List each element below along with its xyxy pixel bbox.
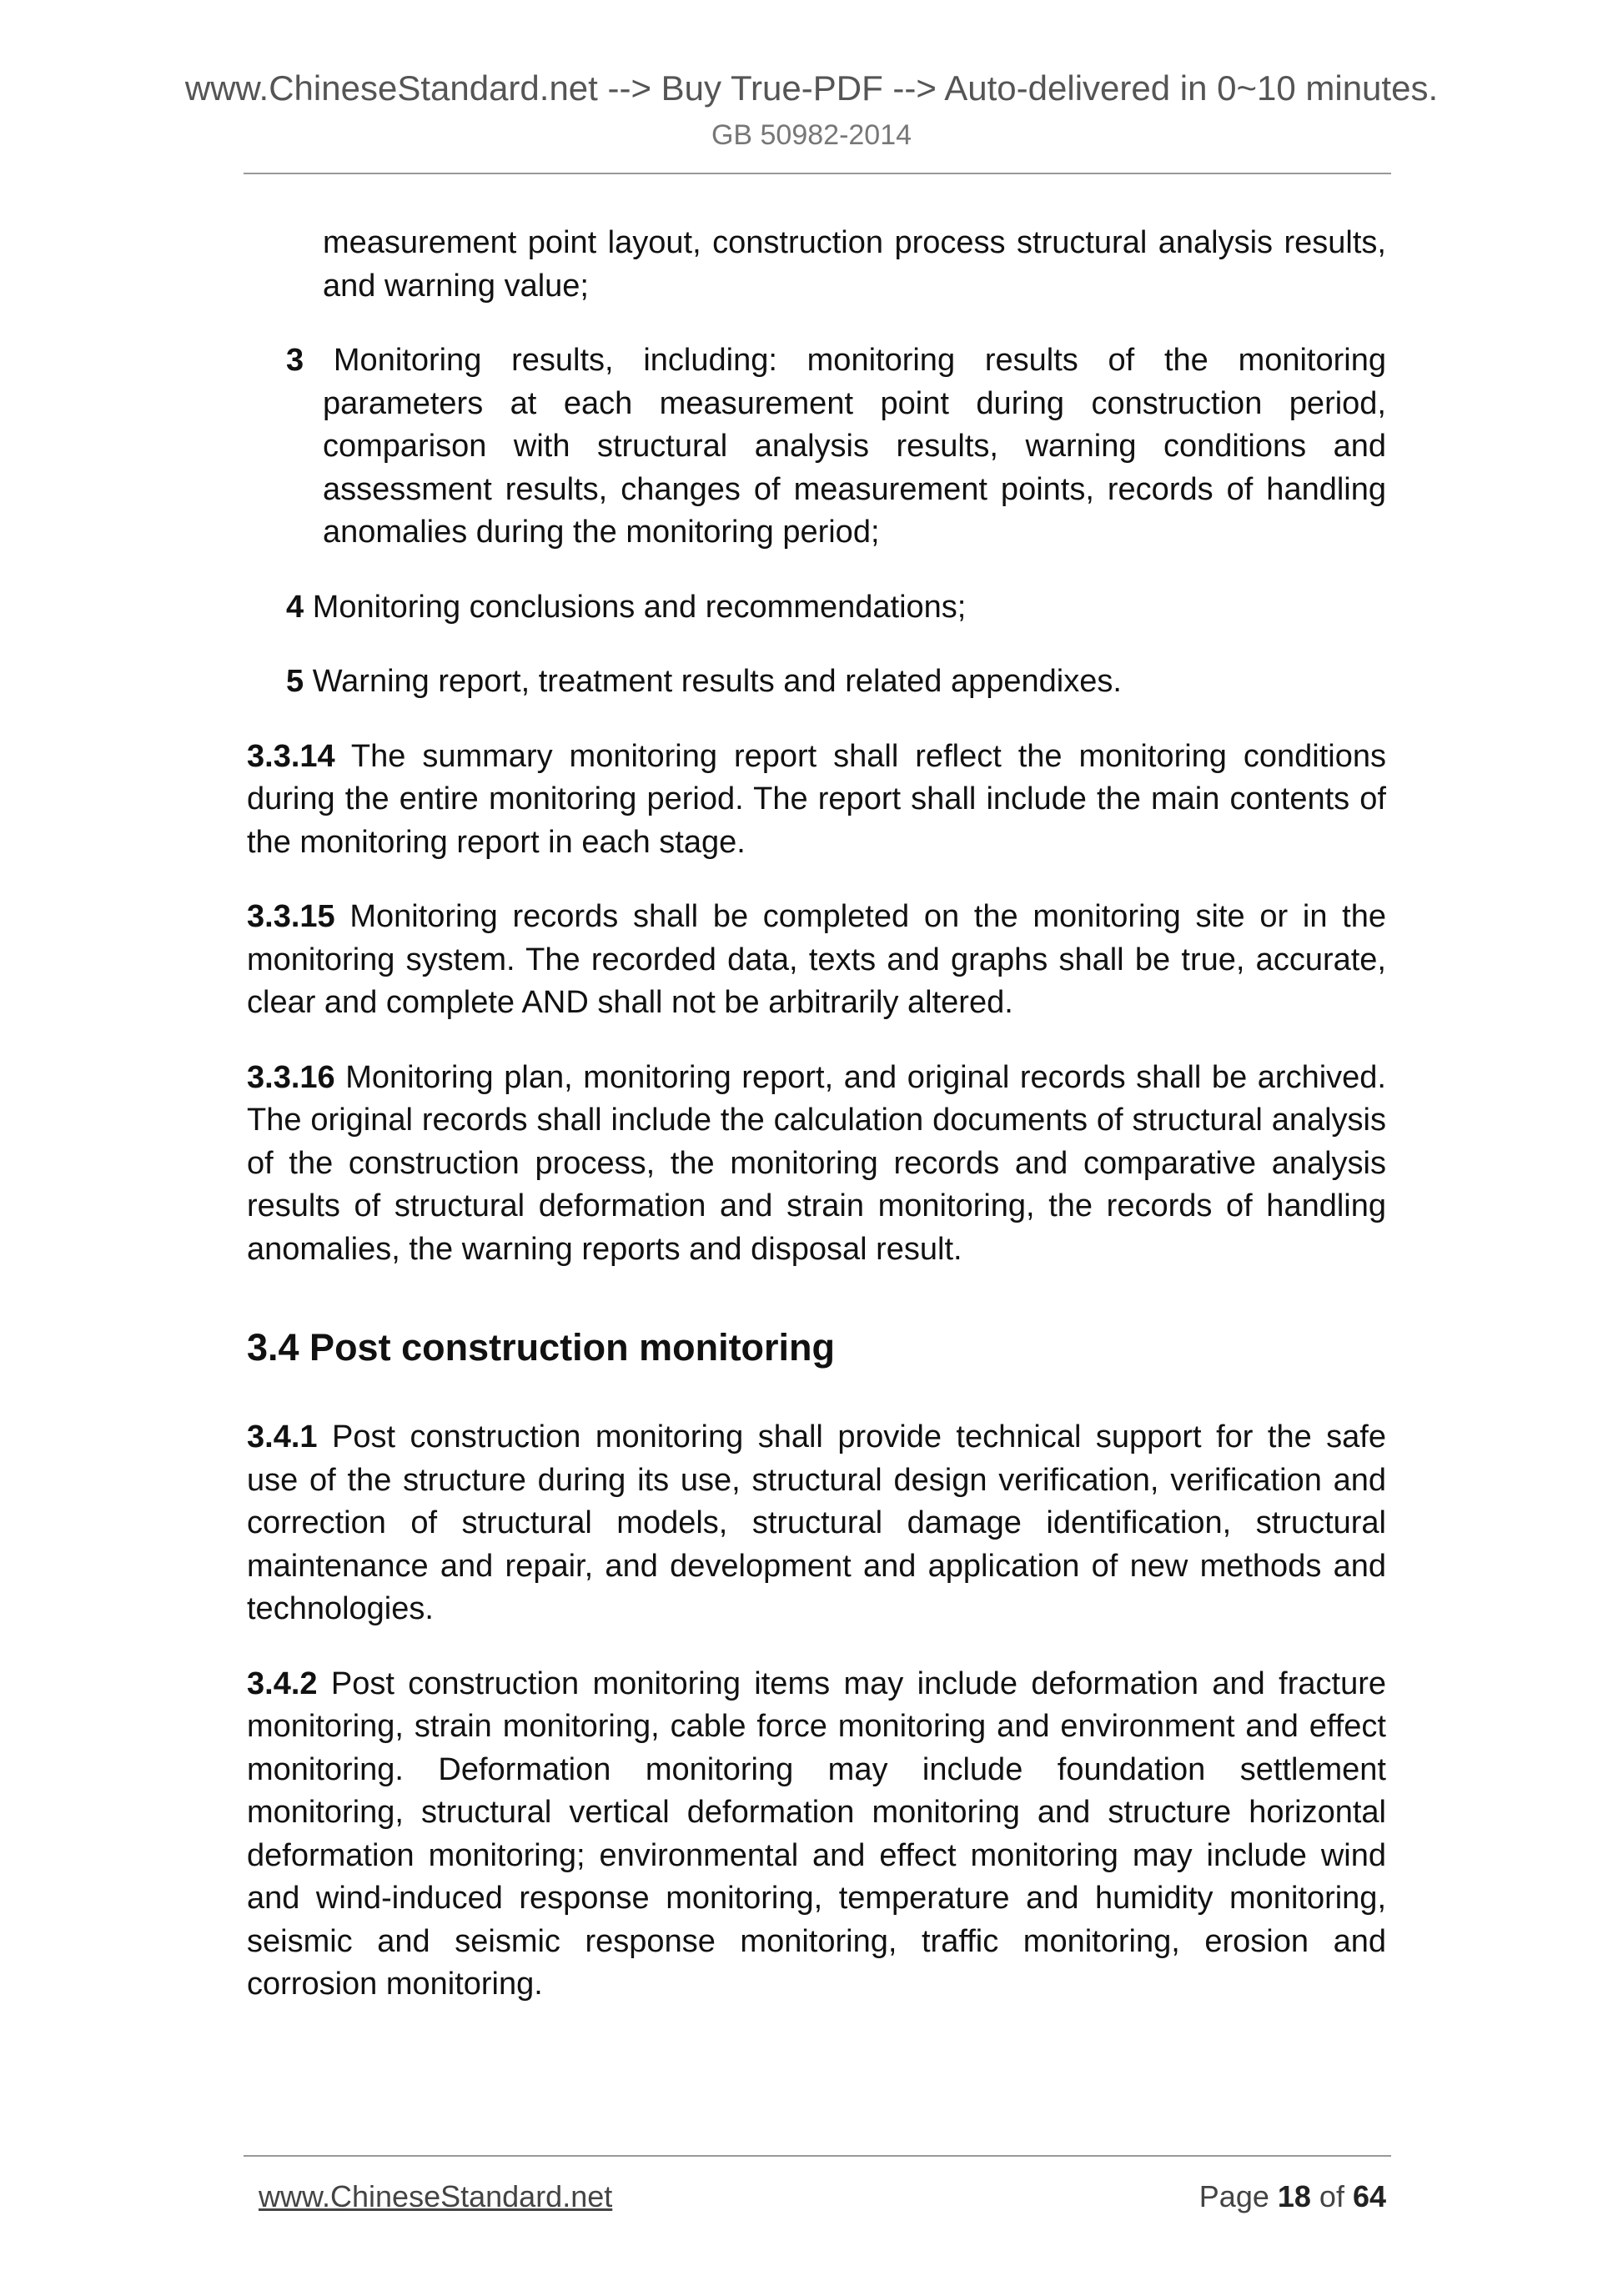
page-header — [0, 65, 1623, 155]
clause-number: 3.3.14 — [247, 738, 335, 774]
list-item — [247, 339, 1386, 555]
list-item-number: 3 — [286, 343, 304, 378]
clause-text: Post construction monitoring shall provide technical support for the safe use of the structure during its use, structural design verification, verification and correction of structural models, structural damage identification, structural maintenance and repair, and development and application of new methods and technologies. — [247, 1419, 1386, 1626]
list-item-text: Warning report, treatment results and related appendixes. — [304, 664, 1122, 699]
page-total: 64 — [1352, 2179, 1386, 2213]
clause-text: The summary monitoring report shall reflect the monitoring conditions during the entire monitoring period. The report shall include the main contents of the monitoring report in each stage. — [247, 738, 1386, 860]
footer-site-link[interactable]: www.ChineseStandard.net — [259, 2179, 613, 2213]
document-body — [247, 222, 1386, 2007]
page-number: 18 — [1277, 2179, 1311, 2213]
list-item-text: Monitoring results, including: monitoring results of the monitoring parameters at each measurement point during construction period, comparison with structural analysis results, warning conditions and assessment results, changes of measurement points, records of handling anomalies during the monitoring period; — [304, 343, 1386, 550]
header-divider — [244, 173, 1391, 174]
clause-number: 3.4.2 — [247, 1665, 318, 1701]
section-heading: 3.4 Post construction monitoring — [247, 1326, 836, 1369]
page-label: Page — [1198, 2179, 1278, 2213]
clause-paragraph — [247, 1057, 1386, 1272]
list-item-number: 5 — [286, 664, 304, 699]
standard-code: GB 50982-2014 — [711, 119, 912, 151]
footer-divider — [244, 2155, 1391, 2157]
header-tagline: www.ChineseStandard.net --> Buy True-PDF --> Auto-delivered in 0~10 minutes. — [184, 68, 1439, 108]
list-item — [247, 586, 1386, 630]
clause-number: 3.3.16 — [247, 1059, 335, 1095]
list-item-continuation: measurement point layout, construction process structural analysis results, and warning value; — [323, 225, 1386, 304]
list-item-text: Monitoring conclusions and recommendations; — [304, 589, 967, 625]
list-item — [247, 661, 1386, 704]
clause-number: 3.3.15 — [247, 899, 335, 934]
clause-text: Post construction monitoring items may include deformation and fracture monitoring, strain monitoring, cable force monitoring and environment and effect monitoring. Deformation monitoring may include foundation settlement monitoring, structural vertical deformation monitoring and structure horizontal deformation monitoring; environmental and effect monitoring may include wind and wind-induced response monitoring, temperature and humidity monitoring, seismic and seismic response monitoring, traffic monitoring, erosion and corrosion monitoring. — [247, 1665, 1386, 2002]
list-item-number: 4 — [286, 589, 304, 625]
clause-text: Monitoring plan, monitoring report, and original records shall be archived. The original records shall include the calculation documents of structural analysis of the construction process, the monitoring records and comparative analysis results of structural deformation and strain monitoring, the records of handling anomalies, the warning reports and disposal result. — [247, 1059, 1386, 1267]
clause-paragraph — [247, 1663, 1386, 2007]
clause-paragraph — [247, 736, 1386, 865]
page-indicator — [1199, 2177, 1386, 2217]
page-of-label: of — [1310, 2179, 1353, 2213]
clause-paragraph — [247, 896, 1386, 1025]
clause-text: Monitoring records shall be completed on the monitoring site or in the monitoring system. The recorded data, texts and graphs shall be true, accurate, clear and complete AND shall not be arbitrarily altered. — [247, 899, 1386, 1020]
clause-number: 3.4.1 — [247, 1419, 318, 1454]
clause-paragraph — [247, 1416, 1386, 1631]
